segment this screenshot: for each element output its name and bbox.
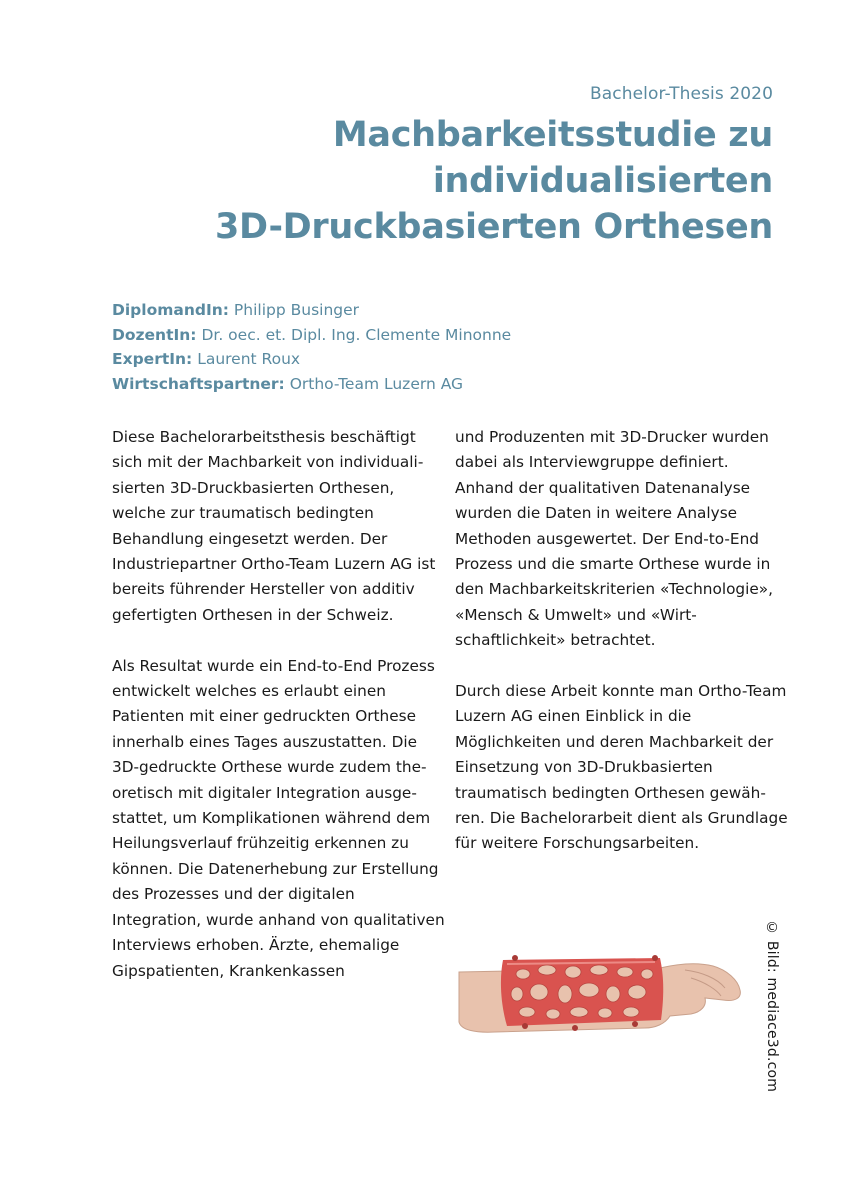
- thesis-kicker: Bachelor-Thesis 2020: [590, 84, 773, 104]
- thesis-meta: [112, 298, 511, 396]
- meta-row-diplomand: [112, 298, 511, 323]
- meta-value: Laurent Roux: [197, 350, 301, 368]
- meta-row-expert: [112, 347, 511, 372]
- body-column-right: [455, 425, 790, 857]
- meta-value: Dr. oec. et. Dipl. Ing. Clemente Minonne: [201, 325, 512, 344]
- title-line-1: Machbarkeitsstudie zu individualisierten: [332, 115, 773, 201]
- orthosis-photo: [455, 950, 745, 1040]
- paragraph: Als Resultat wurde ein End-to-End Prozess entwickelt welches es erlaubt einen Patienten mit einer gedruckten Orthese innerhalb eines Tages auszustatten. Die 3D-gedruckte Orthese wurde zudem theoretisch mit digitaler Integration ausgestattet, um Komplikationen während dem Heilungsverlauf frühzeitig erkennen zu können. Die Datenerhebung zur Erstellung des Prozesses und der digitalen Integration, wurde anhand von qualitativen Interviews erhoben. Ärzte, ehemalige Gipspatienten, Krankenkassen: [112, 656, 445, 980]
- meta-key: ExpertIn:: [112, 350, 193, 368]
- paragraph: Durch diese Arbeit konnte man Ortho-Team Luzern AG einen Einblick in die Möglichkeiten und deren Machbarkeit der Einsetzung von 3D-Drukbasierten traumatisch bedingten Orthesen gewähren. Die Bachelorarbeit dient als Grundlage für weitere Forschungsarbeiten.: [455, 682, 788, 853]
- meta-key: DozentIn:: [112, 325, 197, 344]
- meta-row-dozent: [112, 323, 511, 348]
- title-line-2: 3D-Druckbasierten Orthesen: [215, 207, 773, 247]
- page-title: [33, 112, 773, 250]
- meta-value: Ortho-Team Luzern AG: [289, 374, 464, 393]
- meta-value: Philipp Businger: [233, 301, 360, 319]
- body-column-left: [112, 425, 447, 984]
- paragraph: und Produzenten mit 3D-Drucker wurden dabei als Interviewgruppe definiert. Anhand der qualitativen Datenanalyse wurden die Daten in weitere Analyse Methoden ausgewertet. Der End-to-End Prozess und die smarte Orthese wurde in den Machbarkeitskriterien «Technologie», «Mensch & Umwelt» und «Wirtschaftlichkeit» betrachtet.: [455, 428, 774, 650]
- meta-key: DiplomandIn:: [112, 301, 229, 319]
- image-credit: © Bild: mediace3d.com: [764, 920, 780, 1093]
- paragraph: Diese Bachelorarbeitsthesis beschäftigt sich mit der Machbarkeit von individualisierten 3D-Druckbasierten Orthesen, welche zur traumatisch bedingten Behandlung eingesetzt werden. Der Industriepartner Ortho-Team Luzern AG ist bereits führender Hersteller von additiv gefertigten Orthesen in der Schweiz.: [112, 428, 436, 624]
- meta-key: Wirtschaftspartner:: [112, 374, 285, 393]
- meta-row-partner: [112, 372, 511, 397]
